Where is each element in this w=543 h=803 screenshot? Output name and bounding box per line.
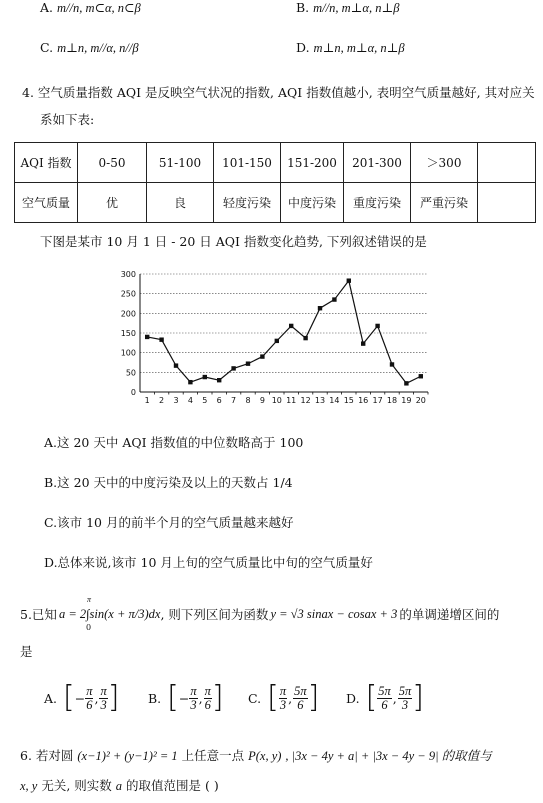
table-cell: 151-200 <box>281 143 344 183</box>
q6-var-a: a <box>115 779 123 793</box>
data-point <box>145 335 149 339</box>
data-point <box>188 380 192 384</box>
q5-suffix: 的单调递增区间的 <box>399 607 500 622</box>
left-bracket: [ <box>267 680 279 715</box>
x-tick-label: 2 <box>159 396 165 405</box>
left-bracket: [ <box>63 680 75 715</box>
chart-grid <box>140 274 428 372</box>
table-cell: 51-100 <box>147 143 214 183</box>
q6-point: P(x, y) <box>248 749 282 763</box>
x-tick-label: 1 <box>144 396 150 405</box>
fraction: − <box>74 690 86 706</box>
q5-option-c <box>248 680 319 716</box>
q5-a-definition: a = 2∫sin(x + π/3)dx <box>58 607 161 621</box>
x-tick-label: 5 <box>202 396 208 405</box>
q6-expression: , |3x − 4y + a| + |3x − 4y − 9| 的取值与 <box>285 749 492 763</box>
option-letter: D. <box>296 40 310 55</box>
table-cell: 优 <box>78 183 147 223</box>
q6-vars: x, y <box>20 779 38 793</box>
table-cell: 0-50 <box>78 143 147 183</box>
x-tick-label: 15 <box>343 396 354 405</box>
x-tick-label: 19 <box>401 396 412 405</box>
fraction <box>99 685 107 711</box>
fraction-numerator: 5π <box>398 684 412 698</box>
integral-lower-limit: 0 <box>85 623 92 632</box>
q6-text: 的取值范围是 ( ) <box>126 778 219 793</box>
data-point <box>332 297 336 301</box>
fraction-denominator: 3 <box>279 697 287 712</box>
q6-text: 6. 若对圆 <box>20 748 74 763</box>
q4-stem-line2: 系如下表: <box>40 112 95 127</box>
table-cell: 严重污染 <box>411 183 478 223</box>
q5-function: y = √3 sinax − cosax + 3 <box>270 606 398 621</box>
right-bracket: ] <box>107 680 120 715</box>
fraction <box>204 685 212 711</box>
q6-stem-line1 <box>20 746 492 764</box>
q3-option-b <box>296 0 399 16</box>
data-point <box>260 354 264 358</box>
y-tick-label: 150 <box>120 329 136 338</box>
q5-mid-text: , 则下列区间为函数 <box>160 607 269 622</box>
fraction-denominator: 3 <box>100 697 107 712</box>
x-tick-label: 18 <box>386 396 398 405</box>
option-letter: C. <box>40 40 54 55</box>
x-tick-label: 10 <box>271 396 282 405</box>
fraction-numerator: π <box>86 684 93 698</box>
fraction-numerator: π <box>204 684 211 698</box>
x-axis-ticks <box>145 396 426 405</box>
table-cell: 空气质量 <box>15 183 78 223</box>
fraction-denominator: 3 <box>401 697 409 712</box>
x-tick-label: 6 <box>216 396 222 405</box>
data-point <box>203 375 207 379</box>
x-tick-label: 3 <box>173 396 179 405</box>
x-tick-label: 12 <box>300 396 311 405</box>
table-cell: 良 <box>147 183 214 223</box>
x-tick-label: 16 <box>358 396 369 405</box>
data-point <box>303 336 307 340</box>
fraction-numerator: π <box>100 684 107 698</box>
left-bracket: [ <box>365 680 378 715</box>
q5-option-b <box>148 680 224 716</box>
data-point <box>275 339 279 343</box>
q5-integral <box>58 595 161 632</box>
chart-caption: 下图是某市 10 月 1 日 - 20 日 AQI 指数变化趋势, 下列叙述错误的是 <box>40 234 427 249</box>
q6-stem-line2 <box>20 776 219 794</box>
comma: , <box>288 690 293 706</box>
right-bracket: ] <box>412 680 425 715</box>
fraction-numerator: 5π <box>294 684 307 698</box>
q4-option-d: D.总体来说,该市 10 月上旬的空气质量比中旬的空气质量好 <box>44 555 373 570</box>
q5-option-a <box>44 680 119 716</box>
fraction <box>398 685 413 711</box>
data-point <box>231 366 235 370</box>
y-tick-label: 200 <box>120 309 136 319</box>
q5-stem-line2: 是 <box>20 644 33 659</box>
table-cell: ＞300 <box>411 143 478 183</box>
q6-text: 上任意一点 <box>181 748 245 763</box>
fraction-denominator: 3 <box>190 697 197 712</box>
option-expr: m//n, m⊥α, n⊥β <box>313 1 400 15</box>
fraction-denominator: 6 <box>297 697 304 712</box>
option-letter: B. <box>296 0 310 15</box>
y-tick-label: 100 <box>120 348 136 358</box>
q3-option-d <box>296 40 405 56</box>
table-cell: 重度污染 <box>344 183 411 223</box>
table-row <box>15 183 536 223</box>
fraction-denominator: 6 <box>86 697 93 712</box>
table-cell <box>478 183 536 223</box>
fraction <box>85 685 93 711</box>
comma: , <box>392 690 397 706</box>
q4-option-a: A.这 20 天中 AQI 指数值的中位数略高于 100 <box>44 435 304 450</box>
fraction <box>189 685 197 711</box>
fraction <box>293 685 308 711</box>
fraction-numerator: π <box>190 684 197 698</box>
right-bracket: ] <box>211 680 224 715</box>
table-cell <box>478 143 536 183</box>
option-expr: m⊥n, m⊥α, n⊥β <box>313 41 405 55</box>
x-tick-label: 11 <box>286 396 297 405</box>
data-point <box>347 278 351 282</box>
aqi-table <box>14 142 536 223</box>
x-tick-label: 7 <box>231 396 237 405</box>
q5-stem <box>20 596 499 632</box>
y-tick-label: 250 <box>120 289 136 299</box>
y-axis-ticks <box>121 270 136 397</box>
fraction-numerator: π <box>279 684 287 698</box>
table-row <box>15 143 536 183</box>
y-tick-label: 300 <box>120 270 136 279</box>
left-bracket: [ <box>167 680 179 715</box>
fraction: − <box>178 690 190 706</box>
q5-option-d <box>346 680 424 716</box>
integral-upper-limit: π <box>86 595 91 604</box>
fraction-denominator: 6 <box>381 697 388 712</box>
option-letter: A. <box>40 0 54 15</box>
data-point <box>159 337 163 341</box>
data-point <box>390 362 394 366</box>
x-tick-label: 14 <box>329 396 340 405</box>
option-letter: D. <box>346 690 360 706</box>
x-tick-label: 9 <box>259 396 265 405</box>
fraction-numerator: 5π <box>378 684 391 698</box>
x-tick-label: 17 <box>372 396 383 405</box>
option-letter: C. <box>248 690 262 706</box>
data-point <box>289 324 293 328</box>
data-point <box>174 363 178 367</box>
q3-option-a <box>40 0 141 16</box>
data-point <box>217 378 221 382</box>
option-expr: m⊥n, m//α, n//β <box>57 41 139 55</box>
option-letter: A. <box>44 690 58 706</box>
data-point <box>361 341 365 345</box>
q6-text: 无关, 则实数 <box>41 778 112 793</box>
q4-option-c: C.该市 10 月的前半个月的空气质量越来越好 <box>44 515 294 530</box>
q5-prefix: 5.已知 <box>20 607 57 622</box>
x-tick-label: 4 <box>187 396 193 405</box>
fraction <box>377 685 392 711</box>
fraction-denominator: 6 <box>204 697 211 712</box>
comma: , <box>198 690 203 706</box>
option-letter: B. <box>148 690 162 706</box>
q6-circle-equation: (x−1)² + (y−1)² = 1 <box>77 749 178 763</box>
comma: , <box>94 690 99 706</box>
table-cell: 201-300 <box>344 143 411 183</box>
table-cell: 101-150 <box>214 143 281 183</box>
table-cell: AQI 指数 <box>15 143 78 183</box>
aqi-line-chart <box>110 268 440 408</box>
x-tick-label: 20 <box>415 396 426 405</box>
q4-option-b: B.这 20 天中的中度污染及以上的天数占 1/4 <box>44 475 293 490</box>
aqi-series <box>145 278 423 385</box>
y-tick-label: 0 <box>130 388 136 397</box>
y-tick-label: 50 <box>125 368 136 378</box>
q4-stem-line1: 4. 空气质量指数 AQI 是反映空气状况的指数, AQI 指数值越小, 表明空气质量越好, 其对应关 <box>22 85 535 100</box>
data-point <box>404 381 408 385</box>
data-point <box>375 324 379 328</box>
right-bracket: ] <box>307 680 320 715</box>
fraction <box>279 685 287 711</box>
table-cell: 轻度污染 <box>214 183 281 223</box>
table-cell: 中度污染 <box>281 183 344 223</box>
q3-option-c <box>40 40 139 56</box>
x-tick-label: 8 <box>245 396 251 405</box>
data-point <box>318 306 322 310</box>
data-point <box>419 374 423 378</box>
option-expr: m//n, m⊂α, n⊂β <box>57 1 141 15</box>
x-tick-label: 13 <box>314 396 326 405</box>
series-line <box>147 281 421 384</box>
data-point <box>246 361 250 365</box>
